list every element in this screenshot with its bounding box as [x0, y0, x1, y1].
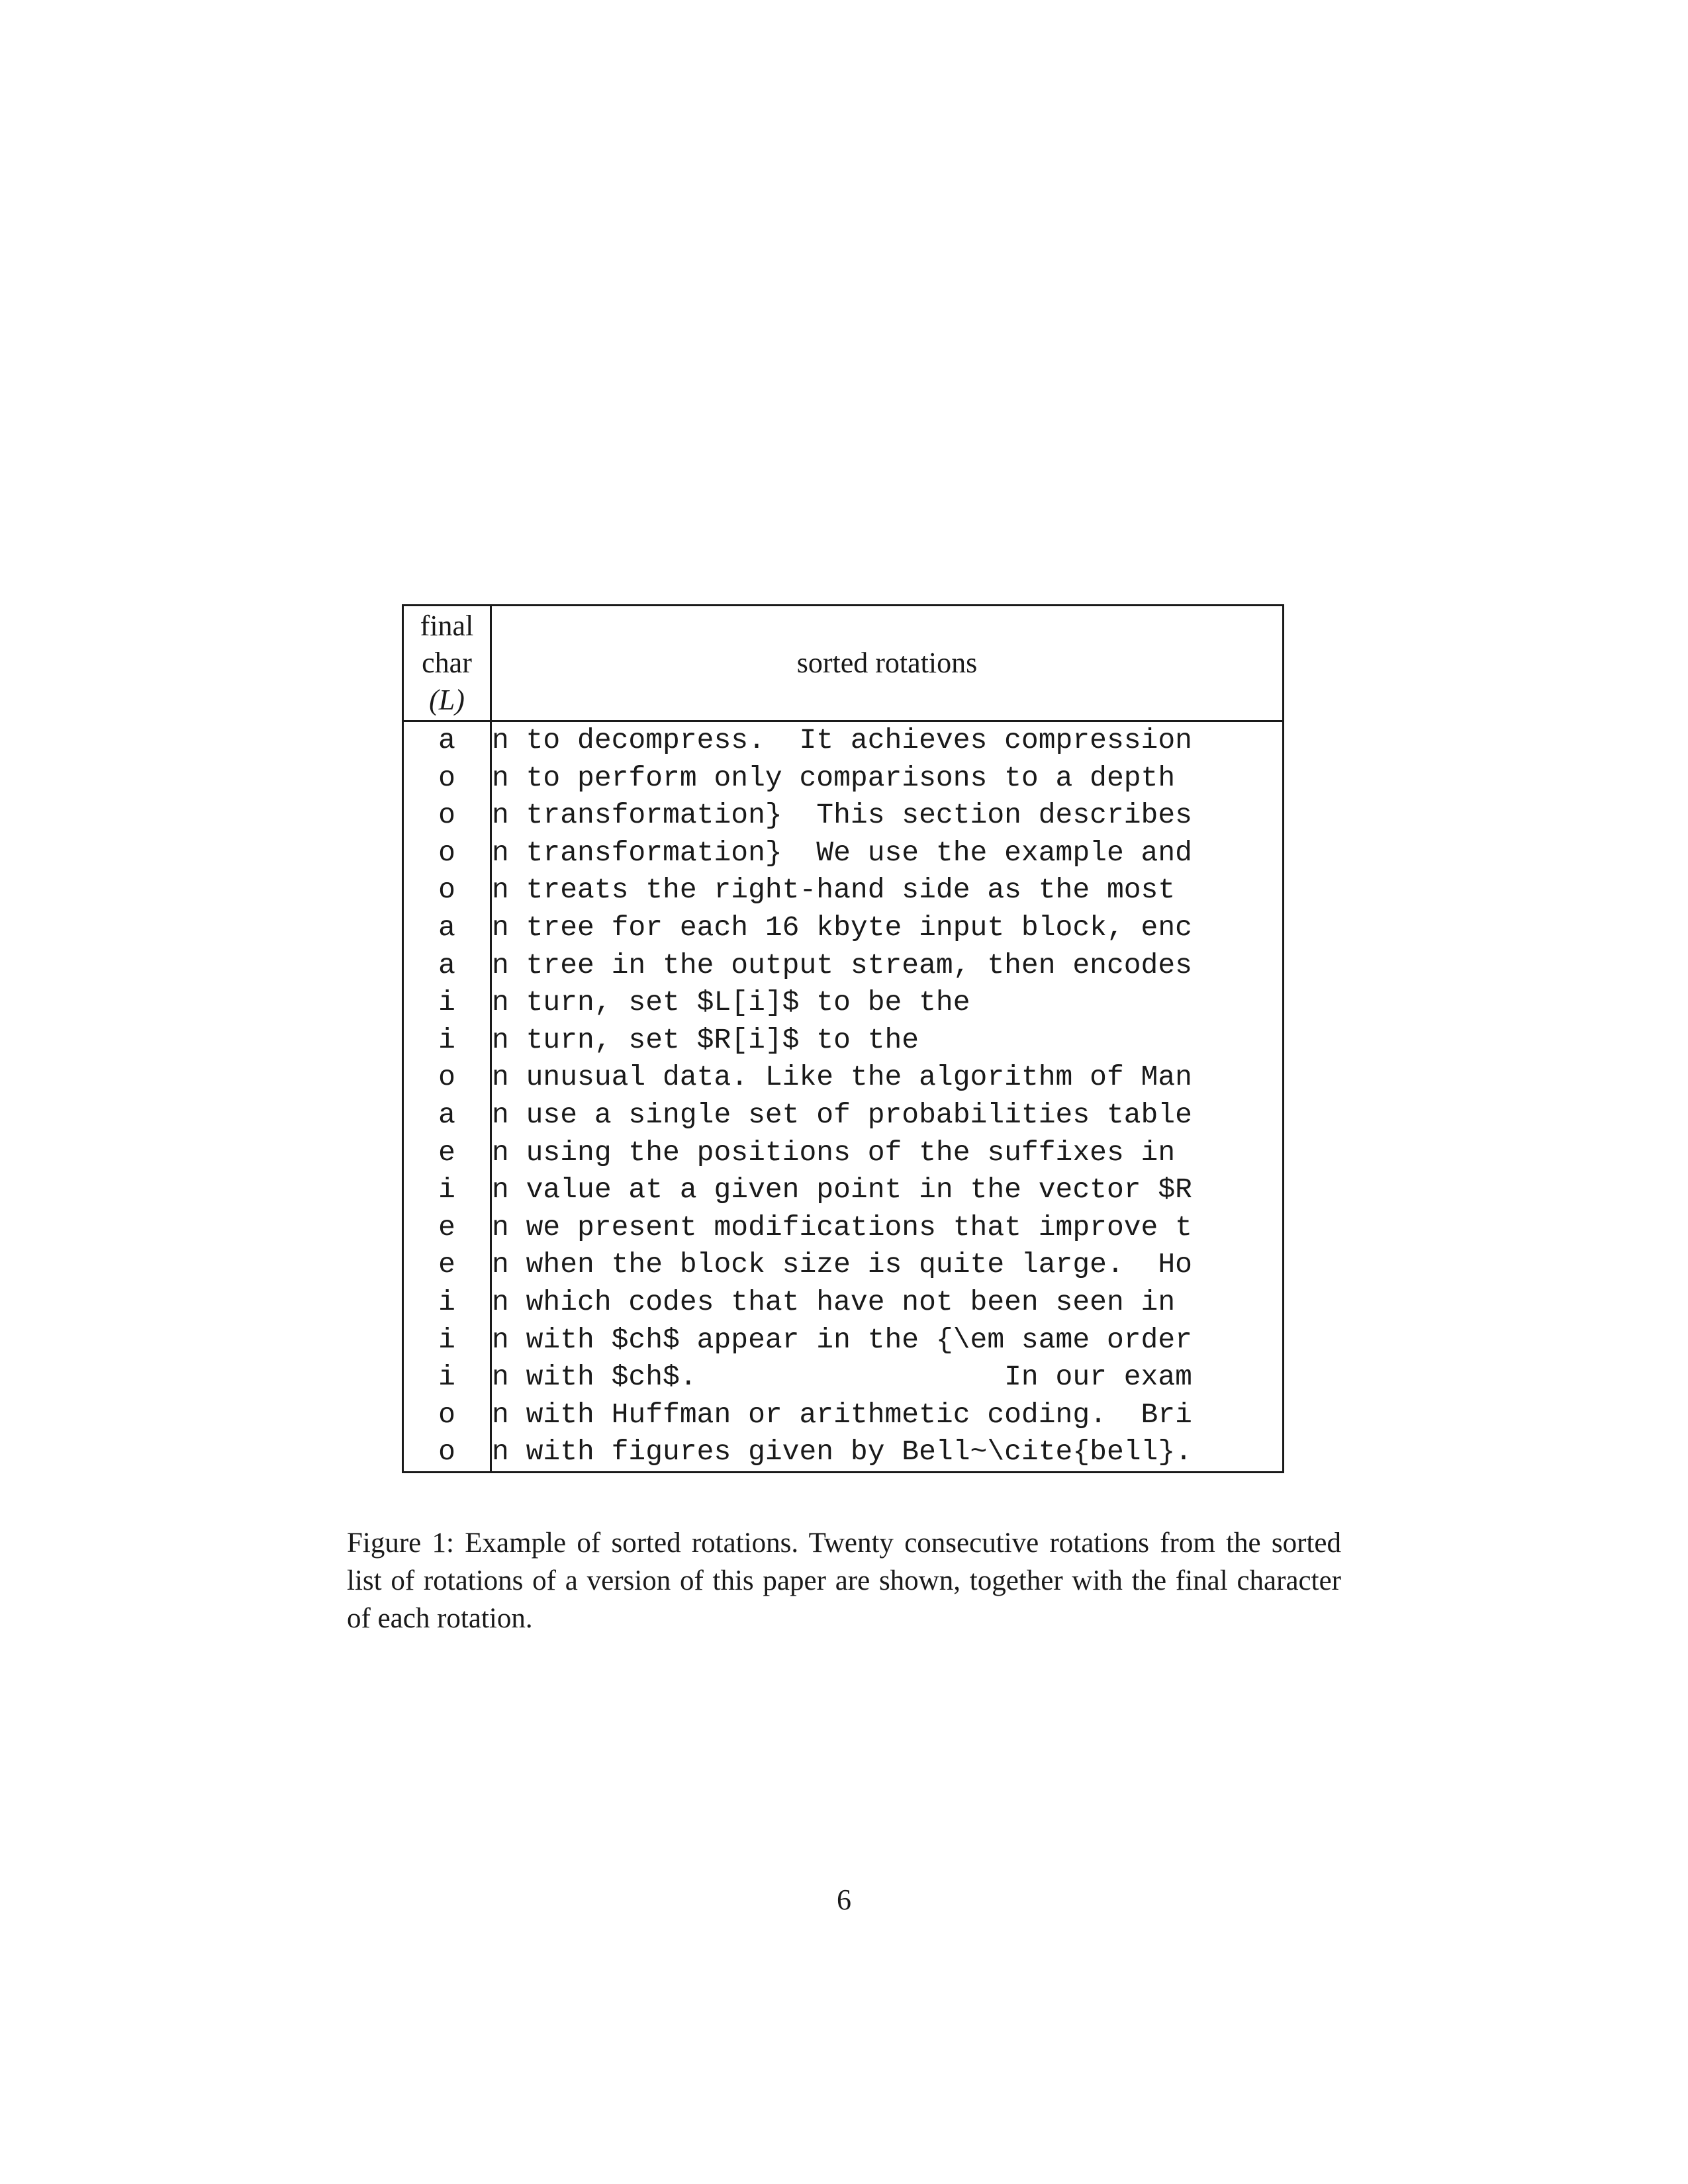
- rotation-cell: n with Huffman or arithmetic coding. Bri: [492, 1398, 1192, 1431]
- final-char-cell: o: [438, 874, 455, 907]
- final-char-cell: i: [438, 1285, 455, 1318]
- rotation-cell: n turn, set $L[i]$ to be the: [492, 986, 970, 1019]
- rotation-cell: n turn, set $R[i]$ to the: [492, 1023, 919, 1056]
- rotations-column: [491, 721, 1284, 1473]
- final-char-column: [403, 721, 491, 1473]
- final-char-cell: i: [438, 1361, 455, 1394]
- figure-caption: Figure 1: Example of sorted rotations. Twenty consecutive rotations from the sorted list of rotations of a version of this paper are shown, together with the final character of each rotation.: [347, 1527, 1341, 1634]
- rotation-cell: n with $ch$ appear in the {\em same order: [492, 1323, 1192, 1356]
- final-char-cell: a: [438, 724, 455, 756]
- rotation-cell: n treats the right-hand side as the most: [492, 874, 1176, 907]
- final-char-cell: o: [438, 1398, 455, 1431]
- final-char-cell: i: [438, 986, 455, 1019]
- table-header-row: [403, 606, 1284, 721]
- page-number: 6: [837, 1884, 851, 1916]
- final-char-cell: o: [438, 761, 455, 794]
- final-char-cell: a: [438, 948, 455, 981]
- header-final-line-3: (L): [429, 684, 465, 716]
- final-char-cell: o: [438, 799, 455, 832]
- table-body-row: [403, 721, 1284, 1473]
- final-char-cell: a: [438, 911, 455, 944]
- rotation-cell: n when the block size is quite large. Ho: [492, 1248, 1192, 1281]
- rotation-cell: n tree for each 16 kbyte input block, enc: [492, 911, 1192, 944]
- rotation-cell: n value at a given point in the vector $R: [492, 1173, 1192, 1206]
- final-char-cell: i: [438, 1323, 455, 1356]
- final-char-cell: o: [438, 836, 455, 869]
- header-sorted-rotations: sorted rotations: [491, 606, 1284, 721]
- header-final-char: [403, 606, 491, 721]
- header-final-line-1: final: [420, 610, 474, 642]
- rotation-cell: n which codes that have not been seen in: [492, 1285, 1176, 1318]
- final-char-cell: o: [438, 1435, 455, 1469]
- rotation-cell: n we present modifications that improve t: [492, 1210, 1192, 1244]
- rotation-cell: n to decompress. It achieves compression: [492, 724, 1192, 756]
- rotation-cell: n unusual data. Like the algorithm of Man: [492, 1061, 1192, 1094]
- rotation-cell: n tree in the output stream, then encodes: [492, 948, 1192, 981]
- final-char-cell: a: [438, 1098, 455, 1131]
- rotation-cell: n transformation} This section describes: [492, 799, 1192, 832]
- rotation-cell: n transformation} We use the example and: [492, 836, 1192, 869]
- rotation-cell: n with $ch$. In our exam: [492, 1361, 1192, 1394]
- final-char-cell: i: [438, 1173, 455, 1206]
- rotation-cell: n with figures given by Bell~\cite{bell}.: [492, 1435, 1192, 1469]
- final-char-cell: o: [438, 1061, 455, 1094]
- final-char-cell: e: [438, 1136, 455, 1169]
- sorted-rotations-table: [402, 604, 1284, 1473]
- rotation-cell: n use a single set of probabilities table: [492, 1098, 1192, 1131]
- rotation-cell: n using the positions of the suffixes in: [492, 1136, 1176, 1169]
- final-char-cell: e: [438, 1248, 455, 1281]
- rotation-cell: n to perform only comparisons to a depth: [492, 761, 1176, 794]
- final-char-cell: i: [438, 1023, 455, 1056]
- final-char-cell: e: [438, 1210, 455, 1244]
- header-final-line-2: char: [422, 647, 472, 679]
